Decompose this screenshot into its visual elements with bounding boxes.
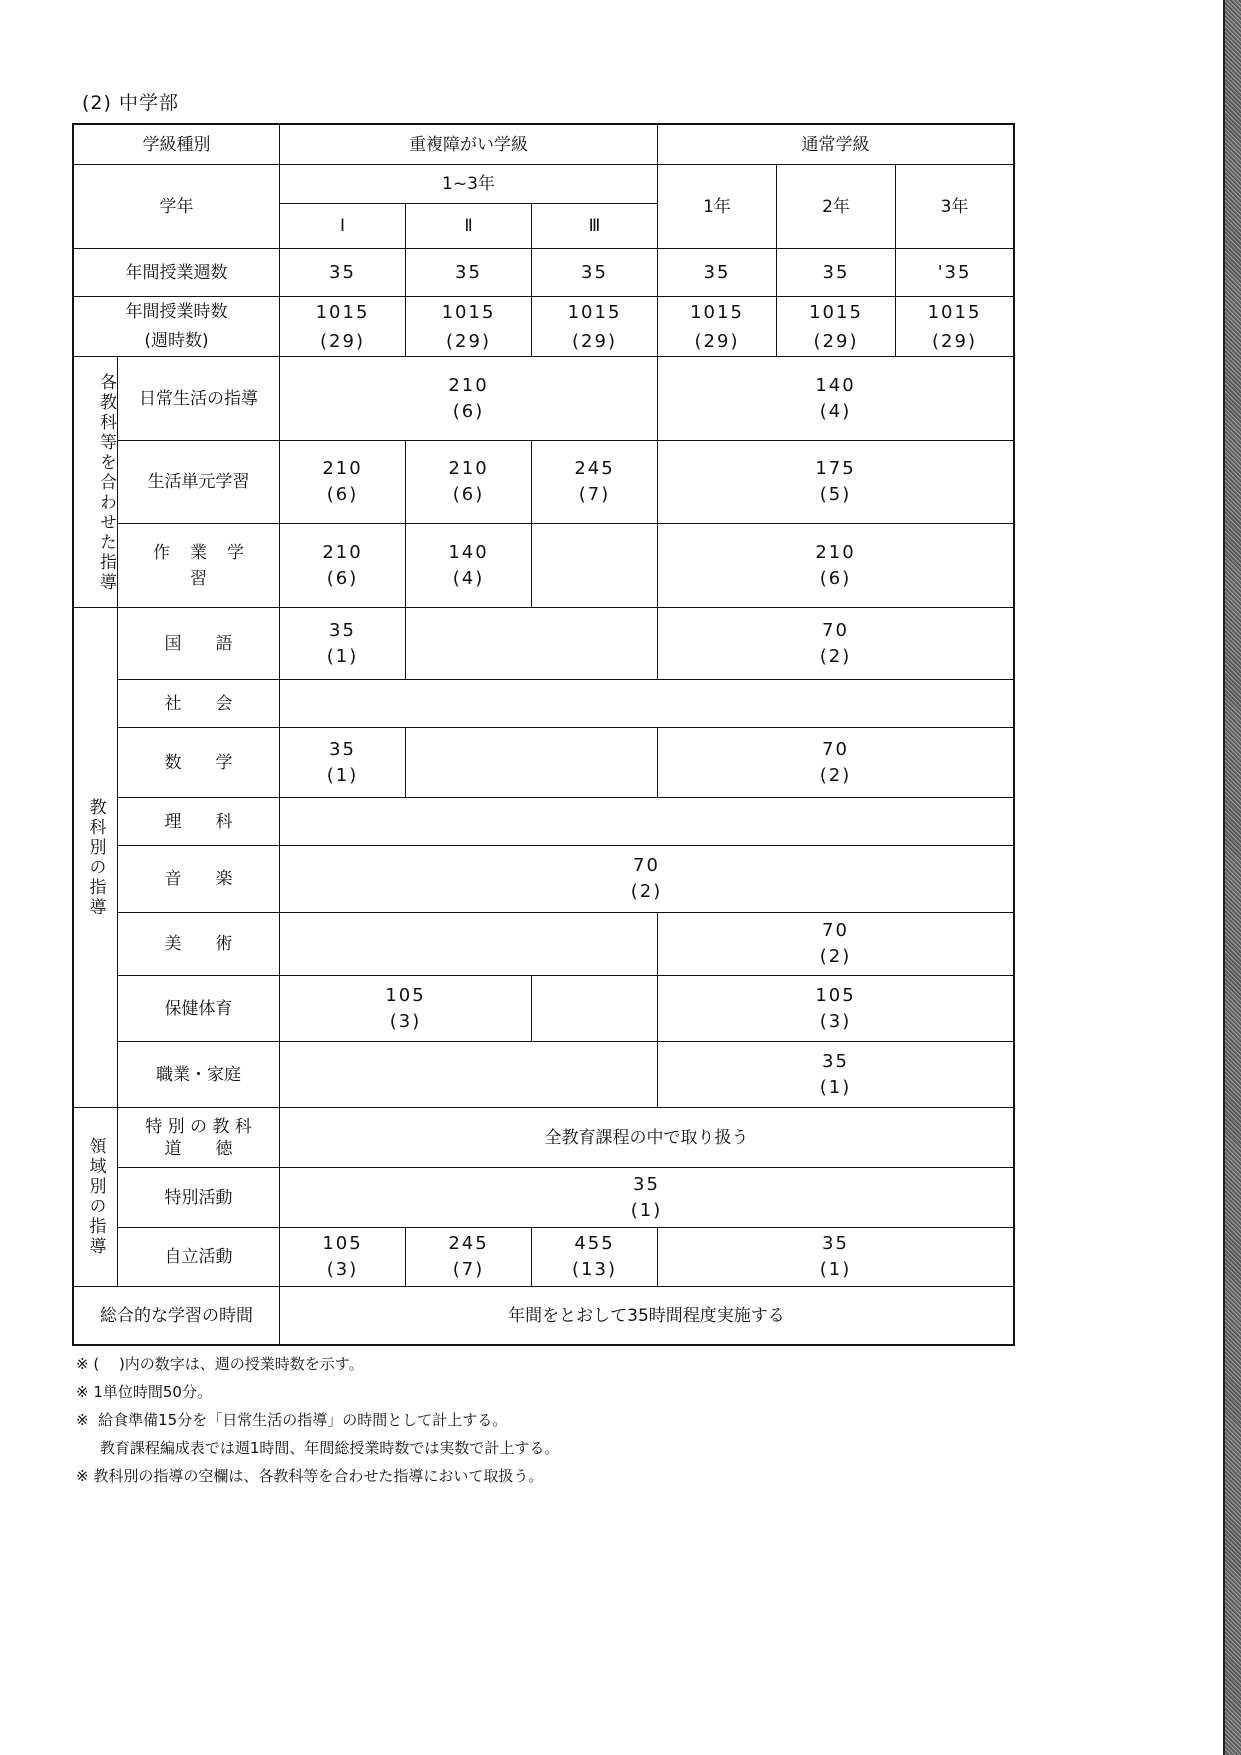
cell-text: 特別活動 bbox=[164, 1187, 233, 1208]
vocational-home-label bbox=[117, 1041, 280, 1108]
cell-text: (1) bbox=[326, 645, 359, 667]
moral-value bbox=[279, 1107, 1014, 1168]
cell-text: (29) bbox=[694, 330, 740, 352]
cell-text: Ⅰ bbox=[339, 216, 345, 236]
music-all bbox=[279, 845, 1014, 913]
cell-text: (2) bbox=[819, 946, 852, 967]
cell-text: 105 bbox=[815, 984, 856, 1006]
cell-text: 全教育課程の中で取り扱う bbox=[544, 1127, 749, 1148]
cell-text: 自立活動 bbox=[164, 1247, 233, 1267]
cell-text: 105 bbox=[322, 1233, 363, 1254]
science-label bbox=[117, 797, 280, 846]
pe-regular bbox=[657, 975, 1014, 1042]
independence-regular bbox=[657, 1227, 1014, 1287]
footnote: ※ 給食準備15分を「日常生活の指導」の時間として計上する。 bbox=[76, 1411, 508, 1429]
grade-2 bbox=[776, 164, 896, 249]
cell-text: 35 bbox=[455, 261, 482, 283]
cell-text: 数 学 bbox=[164, 752, 233, 773]
math-multi-empty bbox=[405, 727, 658, 798]
weeks-label bbox=[73, 248, 280, 297]
grade-label bbox=[73, 164, 280, 249]
cell-text: 年間をとおして35時間程度実施する bbox=[508, 1305, 785, 1326]
weeks-value bbox=[776, 248, 896, 297]
scan-edge bbox=[1223, 0, 1241, 1755]
cell-text: (29) bbox=[813, 330, 859, 352]
cell-text: 1~3年 bbox=[442, 174, 495, 194]
integrated-study-value bbox=[279, 1286, 1014, 1345]
cell-text: (2) bbox=[819, 764, 852, 786]
japanese-multi-I bbox=[279, 607, 406, 680]
cell-text: 35 bbox=[329, 619, 356, 641]
cell-text: (6) bbox=[452, 400, 485, 422]
cell-text: 学年 bbox=[159, 196, 194, 217]
hours-value bbox=[279, 296, 406, 357]
cell-text: (6) bbox=[452, 484, 485, 505]
domain-guidance-category bbox=[73, 1107, 118, 1287]
cell-text: 年間授業週数 bbox=[125, 262, 228, 283]
cell-text: 175 bbox=[815, 458, 856, 479]
independence-label bbox=[117, 1227, 280, 1287]
cell-text: 70 bbox=[822, 738, 849, 760]
cell-text: 455 bbox=[574, 1233, 615, 1254]
cell-text: 学級種別 bbox=[142, 134, 211, 155]
cell-text: 職業・家庭 bbox=[156, 1064, 241, 1085]
cell-text: 70 bbox=[822, 920, 849, 941]
hours-value bbox=[895, 296, 1014, 357]
multi-disability-class-header bbox=[279, 124, 658, 165]
cell-text: 教科別の指導 bbox=[85, 797, 106, 918]
cell-text: (3) bbox=[389, 1010, 422, 1032]
cell-text: 特 別 の 教 科 bbox=[145, 1116, 252, 1137]
cell-text: 年間授業時数 bbox=[125, 301, 228, 322]
daily-life-label bbox=[117, 356, 280, 441]
work-study-empty bbox=[531, 523, 658, 608]
math-label bbox=[117, 727, 280, 798]
hours-label bbox=[73, 296, 280, 357]
math-regular bbox=[657, 727, 1014, 798]
section-title: (2) 中学部 bbox=[82, 92, 179, 114]
cell-text: 生活単元学習 bbox=[147, 472, 250, 492]
subject-guidance-category bbox=[73, 607, 118, 1108]
cell-text: 1015 bbox=[927, 301, 982, 323]
weeks-value bbox=[895, 248, 1014, 297]
science-empty bbox=[279, 797, 1014, 846]
footnote: ※ 1単位時間50分。 bbox=[76, 1383, 212, 1401]
cell-text: 2年 bbox=[822, 196, 850, 217]
cell-text: 35 bbox=[581, 261, 608, 283]
special-activities-all bbox=[279, 1167, 1014, 1228]
daily-life-multi bbox=[279, 356, 658, 441]
cell-text: 35 bbox=[633, 1173, 660, 1195]
independence-value bbox=[279, 1227, 406, 1287]
cell-text: (3) bbox=[819, 1010, 852, 1032]
footnotes bbox=[76, 1350, 559, 1490]
cell-text: 美 術 bbox=[164, 934, 233, 954]
cell-text: (3) bbox=[326, 1259, 359, 1280]
weeks-value bbox=[405, 248, 532, 297]
cell-text: (2) bbox=[630, 881, 663, 902]
cell-text: (4) bbox=[819, 400, 852, 422]
cell-text: 35 bbox=[822, 1233, 849, 1254]
hours-value bbox=[531, 296, 658, 357]
cell-text: (1) bbox=[326, 764, 359, 786]
integrated-study-label bbox=[73, 1286, 280, 1345]
group-I bbox=[279, 203, 406, 249]
cell-text: 35 bbox=[703, 261, 731, 283]
music-label bbox=[117, 845, 280, 913]
art-multi-empty bbox=[279, 912, 658, 976]
hours-value bbox=[776, 296, 896, 357]
cell-text: (6) bbox=[326, 567, 359, 589]
group-III bbox=[531, 203, 658, 249]
cell-text: (29) bbox=[446, 330, 491, 352]
cell-text: 重複障がい学級 bbox=[409, 134, 528, 155]
cell-text: '35 bbox=[937, 261, 972, 283]
life-unit-regular bbox=[657, 440, 1014, 524]
cell-text: 3年 bbox=[940, 196, 969, 217]
cell-text: (1) bbox=[819, 1076, 852, 1098]
cell-text: 1015 bbox=[441, 301, 496, 323]
cell-text: 領域別の指導 bbox=[85, 1137, 106, 1257]
cell-text: 1015 bbox=[315, 301, 370, 323]
cell-text: 140 bbox=[815, 374, 856, 396]
pe-multi-I-II bbox=[279, 975, 532, 1042]
cell-text: 各教科等を合わせた指導 bbox=[96, 373, 116, 593]
life-unit-label bbox=[117, 440, 280, 524]
social-studies-label bbox=[117, 679, 280, 728]
daily-life-regular bbox=[657, 356, 1014, 441]
footnote: ※ ( )内の数字は、週の授業時数を示す。 bbox=[76, 1355, 364, 1373]
cell-text: Ⅲ bbox=[588, 216, 601, 236]
cell-text: 35 bbox=[329, 738, 356, 760]
vocational-home-regular bbox=[657, 1041, 1014, 1108]
japanese-multi-empty bbox=[405, 607, 658, 680]
weeks-value bbox=[279, 248, 406, 297]
cell-text: 総合的な学習の時間 bbox=[100, 1305, 253, 1326]
cell-text: (4) bbox=[452, 567, 485, 589]
cell-text: (13) bbox=[572, 1259, 617, 1280]
cell-text: 245 bbox=[574, 458, 615, 479]
independence-value bbox=[531, 1227, 658, 1287]
regular-class-header bbox=[657, 124, 1014, 165]
cell-text: 1年 bbox=[703, 196, 731, 217]
cell-text: (2) bbox=[819, 645, 852, 667]
cell-text: 210 bbox=[448, 458, 489, 479]
footnote: 教育課程編成表では週1時間、年間総授業時数では実数で計上する。 bbox=[76, 1439, 560, 1457]
social-studies-empty bbox=[279, 679, 1014, 728]
cell-text: 35 bbox=[822, 1050, 849, 1072]
art-regular bbox=[657, 912, 1014, 976]
footnote: ※ 教科別の指導の空欄は、各教科等を合わせた指導において取扱う。 bbox=[76, 1467, 544, 1485]
class-type-label bbox=[73, 124, 280, 165]
cell-text: 210 bbox=[322, 541, 363, 563]
japanese-label bbox=[117, 607, 280, 680]
group-II bbox=[405, 203, 532, 249]
cell-text: (29) bbox=[320, 330, 365, 352]
work-study-regular bbox=[657, 523, 1014, 608]
cell-text: 210 bbox=[448, 374, 489, 396]
hours-value bbox=[657, 296, 777, 357]
cell-text: (6) bbox=[326, 484, 359, 505]
art-label bbox=[117, 912, 280, 976]
cell-text: 210 bbox=[815, 541, 856, 563]
cell-text: (6) bbox=[819, 567, 852, 589]
vocational-home-multi-empty bbox=[279, 1041, 658, 1108]
combined-guidance-category bbox=[73, 356, 118, 608]
math-multi-I bbox=[279, 727, 406, 798]
hours-value bbox=[405, 296, 532, 357]
cell-text: 保健体育 bbox=[164, 998, 233, 1019]
cell-text: 国 語 bbox=[164, 633, 233, 654]
cell-text: 70 bbox=[822, 619, 849, 641]
grade-1 bbox=[657, 164, 777, 249]
cell-text: 道 徳 bbox=[164, 1138, 233, 1159]
life-unit-value bbox=[531, 440, 658, 524]
cell-text: 通常学級 bbox=[801, 134, 870, 155]
cell-text: 35 bbox=[822, 261, 850, 283]
cell-text: 社 会 bbox=[164, 693, 233, 714]
life-unit-value bbox=[279, 440, 406, 524]
cell-text: (1) bbox=[819, 1259, 852, 1280]
curriculum-table bbox=[73, 124, 1014, 1345]
cell-text: (1) bbox=[630, 1199, 663, 1221]
cell-text: (7) bbox=[578, 484, 611, 505]
grade-3 bbox=[895, 164, 1014, 249]
weeks-value bbox=[531, 248, 658, 297]
cell-text: (週時数) bbox=[144, 330, 209, 351]
special-activities-label bbox=[117, 1167, 280, 1228]
cell-text: 70 bbox=[633, 855, 660, 876]
pe-label bbox=[117, 975, 280, 1042]
cell-text: (29) bbox=[932, 330, 977, 352]
cell-text: (7) bbox=[452, 1259, 485, 1280]
cell-text: (5) bbox=[819, 484, 852, 505]
work-study-value bbox=[405, 523, 532, 608]
grade-range bbox=[279, 164, 658, 204]
cell-text: (29) bbox=[572, 330, 617, 352]
cell-text: 理 科 bbox=[164, 811, 233, 832]
life-unit-value bbox=[405, 440, 532, 524]
cell-text: 日常生活の指導 bbox=[139, 388, 258, 409]
japanese-regular bbox=[657, 607, 1014, 680]
cell-text: 35 bbox=[329, 261, 356, 283]
cell-text: 1015 bbox=[809, 301, 863, 323]
cell-text: 音 楽 bbox=[164, 869, 233, 889]
weeks-value bbox=[657, 248, 777, 297]
cell-text: Ⅱ bbox=[464, 216, 473, 236]
cell-text: 作業学習 bbox=[153, 542, 264, 589]
cell-text: 140 bbox=[448, 541, 489, 563]
cell-text: 210 bbox=[322, 458, 363, 479]
pe-multi-III-empty bbox=[531, 975, 658, 1042]
cell-text: 1015 bbox=[690, 301, 744, 323]
work-study-label bbox=[117, 523, 280, 608]
cell-text: 105 bbox=[385, 984, 426, 1006]
cell-text: 245 bbox=[448, 1233, 489, 1254]
cell-text: 1015 bbox=[567, 301, 622, 323]
independence-value bbox=[405, 1227, 532, 1287]
moral-label bbox=[117, 1107, 280, 1168]
work-study-value bbox=[279, 523, 406, 608]
